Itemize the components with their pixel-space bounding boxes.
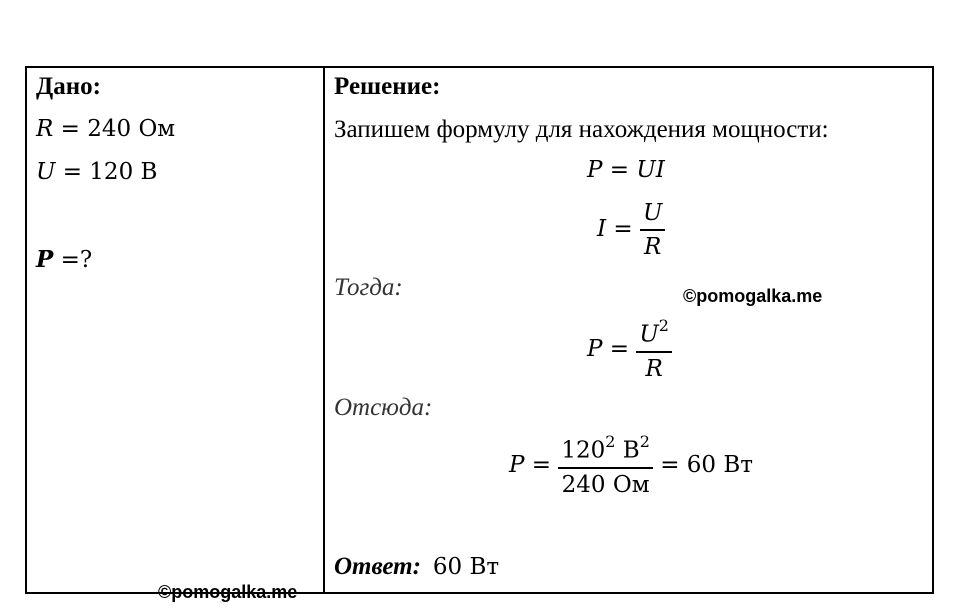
resistance-value: 240 Ом: [87, 116, 176, 142]
formula4-fraction: [558, 434, 653, 498]
formula4-eq: =: [524, 451, 559, 478]
answer-line: [334, 553, 499, 581]
formula4-num-base: 120: [561, 437, 606, 464]
formula2-numerator: U: [640, 200, 665, 231]
resistance-eq: =: [53, 116, 88, 142]
hence-label: Отсюда:: [334, 394, 433, 421]
solution-intro: Запишем формулу для нахождения мощности:: [334, 116, 829, 143]
given-resistance: [36, 116, 175, 142]
formula-power: [587, 157, 665, 183]
formula2-fraction: [640, 200, 665, 260]
formula4-denominator: 240 Ом: [561, 471, 650, 498]
then-label: Тогда:: [334, 274, 403, 301]
voltage-value: 120 В: [89, 159, 158, 185]
formula3-num-base: U: [639, 321, 659, 348]
formula3-lhs: P: [587, 335, 603, 362]
formula4-num-unit: В: [615, 437, 640, 464]
formula3-numerator: [636, 318, 672, 353]
given-heading: Дано:: [36, 73, 101, 100]
formula2-lhs: I: [597, 216, 607, 242]
formula1-lhs: P: [587, 157, 603, 183]
column-divider: [323, 68, 325, 592]
formula3-fraction: [636, 318, 672, 382]
answer-value: 60 Вт: [432, 554, 500, 580]
formula-power-resistance: [587, 318, 672, 382]
formula2-denominator: R: [644, 234, 662, 260]
formula3-num-exp: 2: [658, 316, 669, 335]
solution-table: [25, 66, 934, 594]
formula1-rhs: UI: [636, 157, 665, 183]
given-voltage: [36, 159, 157, 185]
formula4-num-unit-exp: 2: [639, 432, 650, 451]
formula3-eq: =: [602, 335, 637, 362]
voltage-eq: =: [55, 159, 90, 185]
unknown-eq: =?: [53, 247, 93, 273]
formula4-result: = 60 Вт: [652, 451, 753, 478]
formula4-lhs: P: [509, 451, 525, 478]
formula-current: [597, 200, 665, 260]
formula2-eq: =: [606, 216, 640, 242]
solution-heading: Решение:: [334, 73, 441, 100]
watermark-bottom: ©pomogalka.me: [158, 582, 298, 602]
unknown-var: P: [36, 246, 54, 273]
formula4-num-exp: 2: [605, 432, 616, 451]
formula1-eq: =: [602, 157, 637, 183]
formula3-denominator: R: [645, 355, 663, 382]
answer-label: Ответ:: [334, 553, 421, 580]
resistance-var: R: [36, 116, 54, 142]
formula4-numerator: [558, 434, 653, 469]
voltage-var: U: [36, 159, 56, 185]
watermark-top: ©pomogalka.me: [683, 286, 823, 306]
given-unknown: [36, 246, 92, 273]
formula-calculation: [509, 434, 753, 498]
